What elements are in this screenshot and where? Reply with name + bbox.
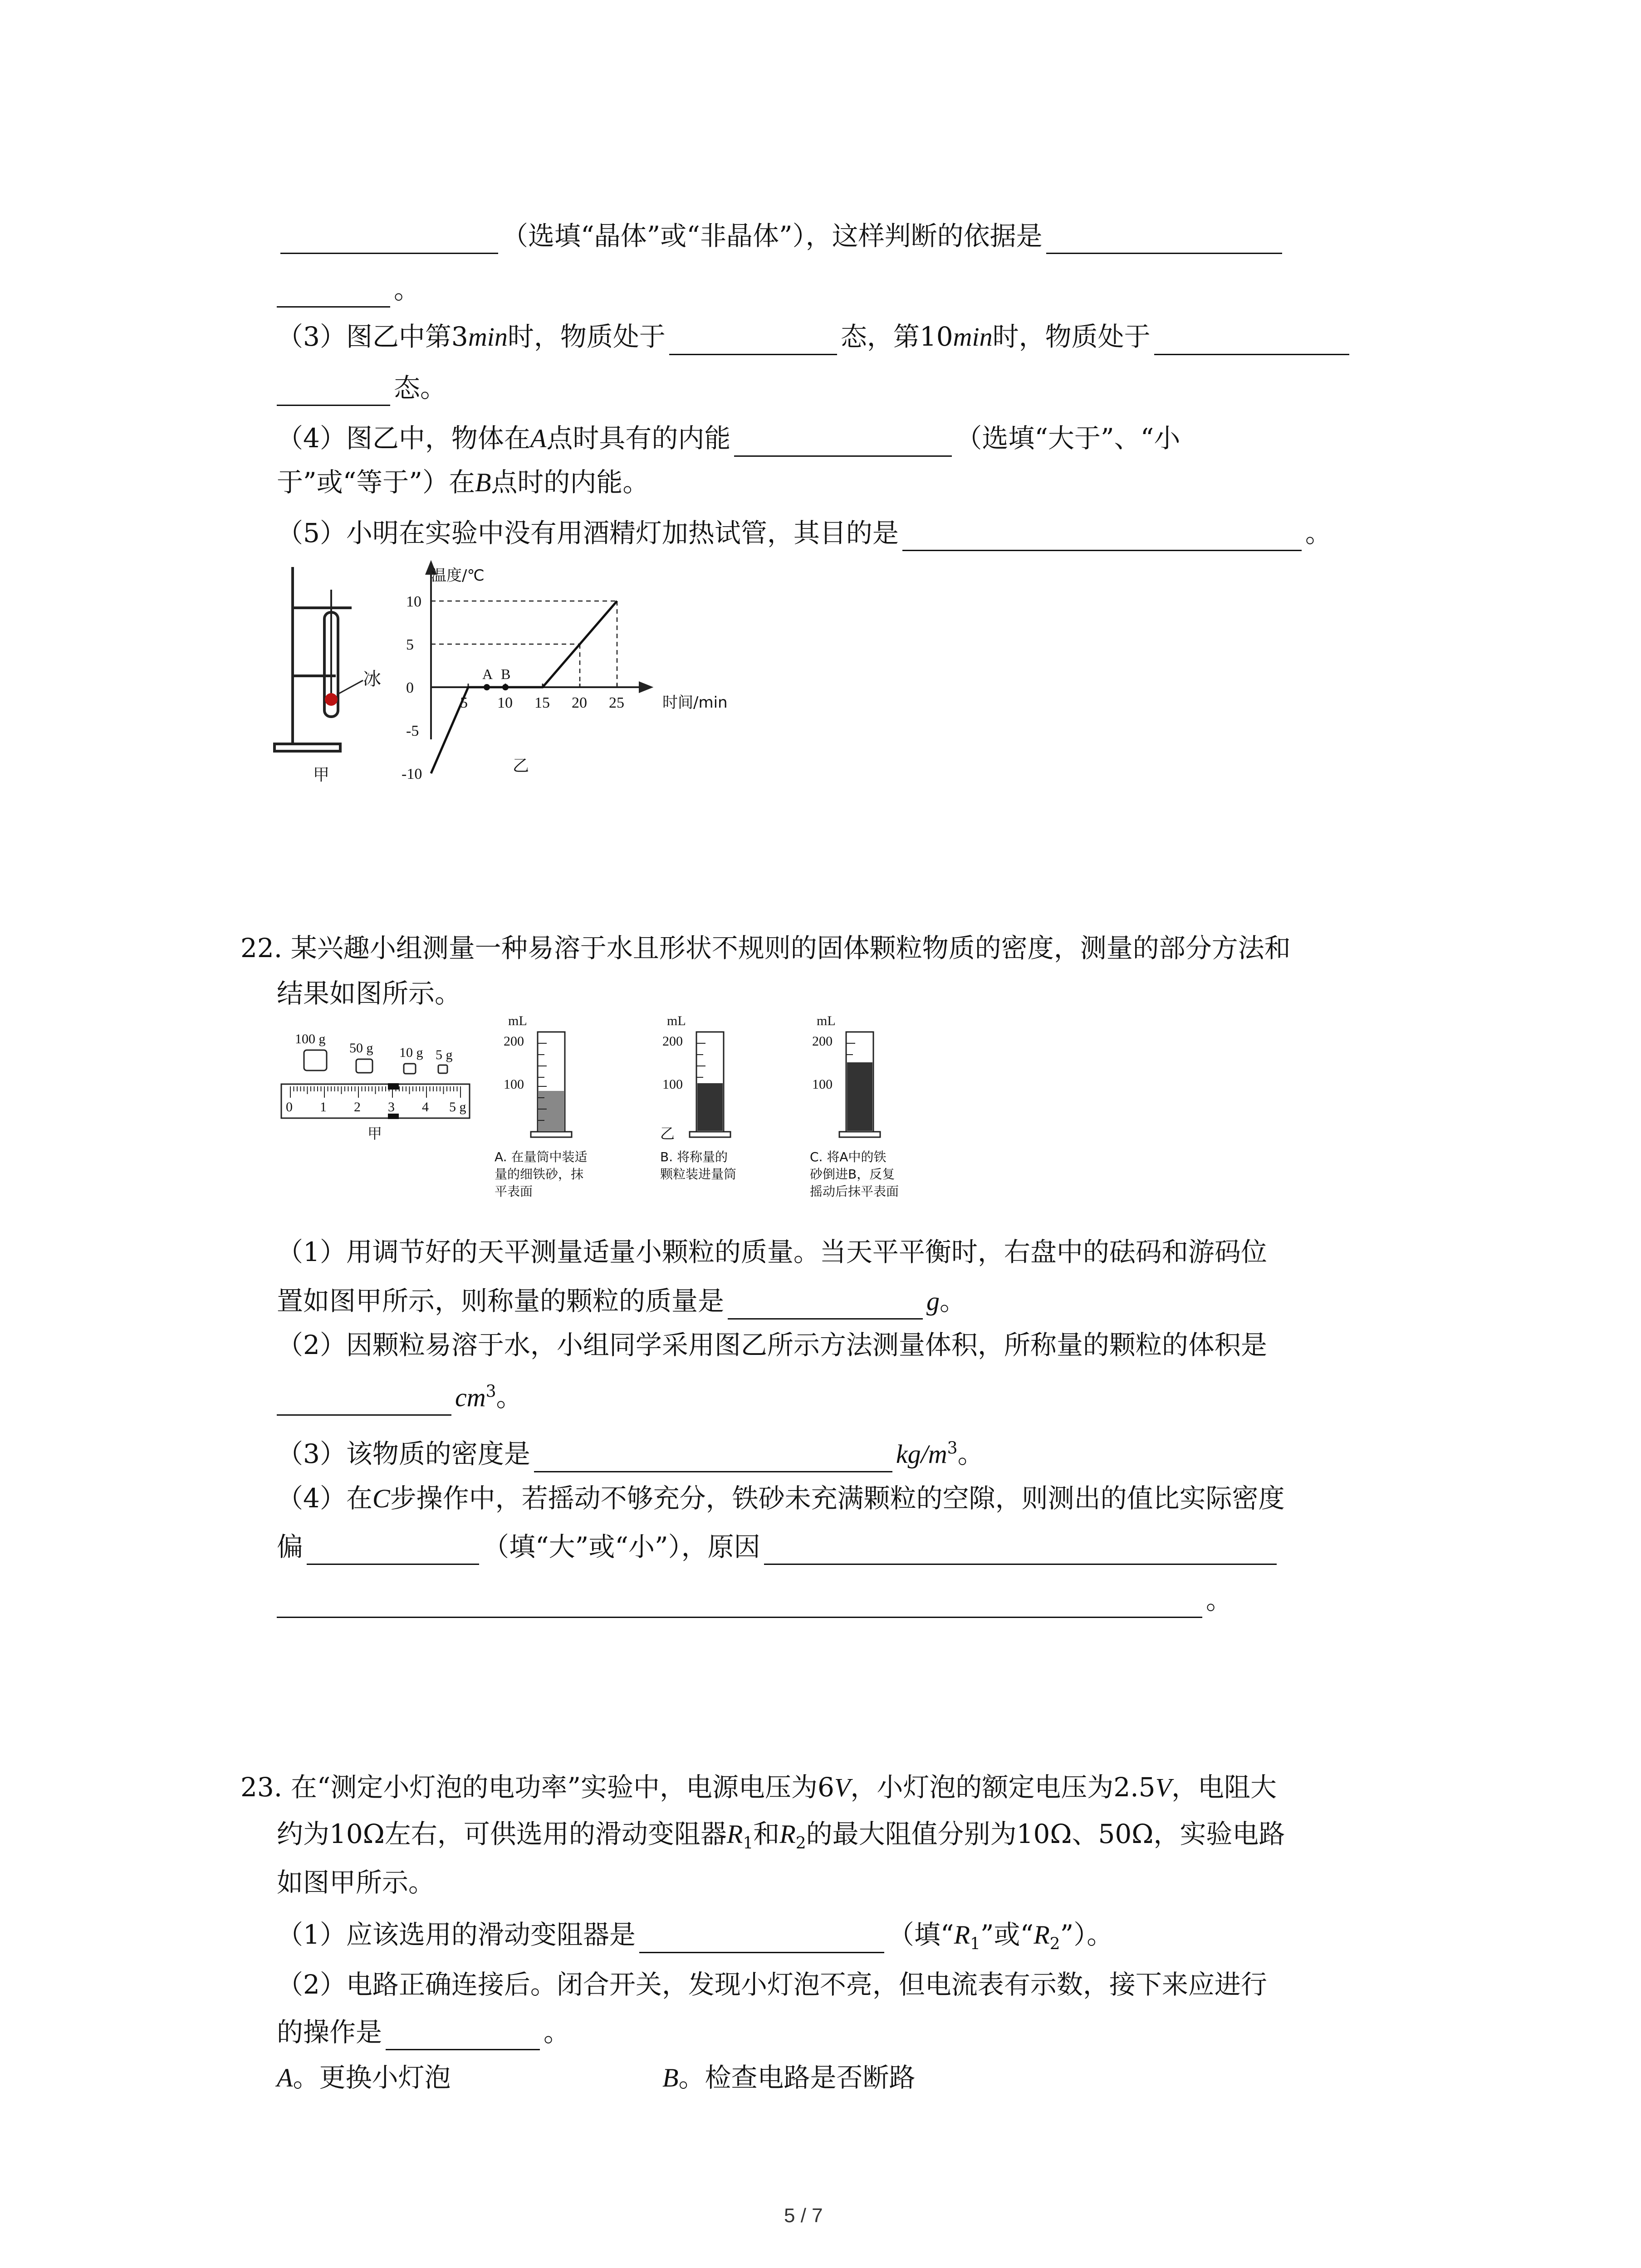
answer-blank[interactable] xyxy=(734,427,952,457)
scale-tick-4: 4 xyxy=(422,1100,429,1114)
ice-in-tube xyxy=(325,693,338,706)
iron-sand xyxy=(539,1091,564,1131)
q21-p3-line1: （3）图乙中第3min时，物质处于 态，第10min时，物质处于 xyxy=(277,318,1353,355)
x-axis-arrow xyxy=(640,683,651,692)
q21-p4-line2: 于”或“等于”）在B点时的内能。 xyxy=(277,467,649,498)
q23-stem-line1: 23. 在“测定小灯泡的电功率”实验中，电源电压为6V，小灯泡的额定电压为2.5V，电阻大 xyxy=(240,1772,1277,1803)
svg-text:200: 200 xyxy=(504,1034,524,1049)
q22-p4-line2: 偏 （填“大”或“小”），原因 xyxy=(277,1529,1280,1565)
q22-stem-line1: 22. 某兴趣小组测量一种易溶于水且形状不规则的固体颗粒物质的密度，测量的部分方法和 xyxy=(240,933,1291,963)
svg-text:100: 100 xyxy=(812,1077,833,1092)
q22-p1-line1: （1）用调节好的天平测量适量小颗粒的质量。当天平平衡时，右盘中的砝码和游码位 xyxy=(277,1237,1267,1267)
answer-blank[interactable] xyxy=(277,1386,451,1416)
q23-stem-line3: 如图甲所示。 xyxy=(277,1867,435,1898)
cap-c-3: 摇动后抹平表面 xyxy=(810,1184,899,1199)
cap-b-1: B. 将称量的 xyxy=(660,1149,728,1164)
apparatus-figure xyxy=(272,558,390,785)
answer-blank[interactable] xyxy=(639,1924,884,1953)
y-tick-label: -5 xyxy=(406,723,419,739)
scale-tick-3: 3 xyxy=(388,1100,395,1114)
balance-figure xyxy=(277,1025,476,1166)
cap-b-2: 颗粒装进量筒 xyxy=(660,1167,737,1182)
answer-blank[interactable] xyxy=(902,522,1302,551)
scale-tick-2: 2 xyxy=(354,1100,361,1114)
scale-tick-1: 1 xyxy=(320,1100,327,1114)
q22-p3: （3）该物质的密度是 $kg/m^3$。 xyxy=(277,1436,984,1472)
svg-text:200: 200 xyxy=(812,1034,833,1049)
q21-hint: （选填“晶体”或“非晶体”），这样判断的依据是 xyxy=(502,220,1043,251)
svg-text:100: 100 xyxy=(662,1077,683,1092)
point-label-B: B xyxy=(501,666,511,682)
y-tick-label: -10 xyxy=(402,766,422,782)
q23-option-a[interactable]: A。更换小灯泡 xyxy=(277,2062,451,2093)
weight-10g-label: 10 g xyxy=(399,1045,423,1060)
cylinder-c xyxy=(803,1012,948,1220)
q22-p4-line1: （4）在C步操作中，若摇动不够充分，铁砂未充满颗粒的空隙，则测出的值比实际密度 xyxy=(277,1483,1285,1514)
svg-text:mL: mL xyxy=(817,1013,836,1028)
answer-blank[interactable] xyxy=(728,1290,923,1320)
cylinder-b xyxy=(653,1012,798,1220)
q21-line1 xyxy=(277,218,1286,254)
q23-option-b[interactable]: B。检查电路是否断路 xyxy=(662,2062,916,2093)
q21-line2: 。 xyxy=(277,271,420,308)
q22-p1-line2: 置如图甲所示，则称量的颗粒的质量是 g。 xyxy=(277,1283,966,1320)
answer-blank[interactable] xyxy=(534,1443,892,1472)
fig-jia-caption-22: 甲 xyxy=(367,1125,382,1142)
rider xyxy=(388,1083,399,1090)
page-number: 5 / 7 xyxy=(784,2204,823,2227)
answer-blank[interactable] xyxy=(277,376,390,406)
cap-c-1: C. 将A中的铁 xyxy=(810,1149,887,1164)
weight-50g xyxy=(356,1059,372,1073)
fig-jia-caption: 甲 xyxy=(313,766,330,784)
y-tick-label: 0 xyxy=(406,679,414,696)
answer-blank[interactable] xyxy=(277,1589,1202,1618)
answer-blank[interactable] xyxy=(1154,326,1349,355)
q23-p1: （1）应该选用的滑动变阻器是 （填“$R_1$”或“$R_2$”）。 xyxy=(277,1919,1113,1954)
weight-10g xyxy=(404,1064,416,1074)
q21-p5: （5）小明在实验中没有用酒精灯加热试管，其目的是 。 xyxy=(277,515,1332,551)
svg-text:100: 100 xyxy=(504,1077,524,1092)
q23-p2-line2: 的操作是 。 xyxy=(277,2014,570,2050)
fig-yi-caption-22: 乙 xyxy=(660,1125,675,1142)
q21-p4-line1: （4）图乙中，物体在A点时具有的内能 （选填“大于”、“小 xyxy=(277,420,1180,457)
x-tick-label: 5 xyxy=(460,694,468,711)
x-tick-label: 15 xyxy=(534,694,550,711)
weight-5g-label: 5 g xyxy=(436,1047,453,1062)
weight-100g-label: 100 g xyxy=(295,1031,326,1046)
chart-ylabel: 温度/℃ xyxy=(431,567,485,585)
svg-text:mL: mL xyxy=(667,1013,686,1028)
answer-blank[interactable] xyxy=(764,1535,1277,1565)
answer-blank[interactable] xyxy=(1046,225,1282,254)
point-B xyxy=(502,684,509,690)
y-tick-label: 10 xyxy=(406,593,421,610)
temperature-time-chart xyxy=(381,558,789,794)
x-tick-label: 20 xyxy=(572,694,587,711)
point-label-A: A xyxy=(482,666,493,682)
answer-blank[interactable] xyxy=(280,225,498,254)
answer-blank[interactable] xyxy=(669,326,837,355)
x-tick-label: 10 xyxy=(497,694,513,711)
q22-p2-line1: （2）因颗粒易溶于水，小组同学采用图乙所示方法测量体积，所称量的颗粒的体积是 xyxy=(277,1330,1267,1360)
q22-p4-line3: 。 xyxy=(277,1582,1232,1618)
granules xyxy=(697,1083,723,1131)
q22-p2-line2: $cm^3$。 xyxy=(277,1379,523,1416)
scale-tick-5: 5 g xyxy=(449,1100,466,1114)
answer-blank[interactable] xyxy=(277,278,390,308)
mixed-sand-granules xyxy=(847,1062,872,1131)
cap-c-2: 砂倒进B，反复 xyxy=(810,1167,895,1182)
q23-stem-line2: 约为10Ω左右，可供选用的滑动变阻器$R_1$和$R_2$的最大阻值分别为10Ω、50Ω，实验电路 xyxy=(277,1818,1285,1853)
x-tick-label: 25 xyxy=(609,694,624,711)
svg-text:mL: mL xyxy=(508,1013,527,1028)
chart-xlabel: 时间/min xyxy=(662,694,728,712)
ice-label: 冰 xyxy=(363,669,381,689)
weight-5g xyxy=(438,1065,447,1073)
q22-stem-line2: 结果如图所示。 xyxy=(277,978,461,1009)
y-tick-label: 5 xyxy=(406,636,414,653)
cap-a-2: 量的细铁砂，抹 xyxy=(495,1167,584,1182)
q23-p2-line1: （2）电路正确连接后。闭合开关，发现小灯泡不亮，但电流表有示数，接下来应进行 xyxy=(277,1969,1267,2000)
answer-blank[interactable] xyxy=(307,1535,479,1565)
cylinder-a xyxy=(485,1012,649,1220)
weight-50g-label: 50 g xyxy=(349,1041,373,1056)
point-A xyxy=(484,684,490,690)
answer-blank[interactable] xyxy=(386,2021,540,2050)
q21-p3-line2: 态。 xyxy=(277,370,446,406)
cap-a-3: 平表面 xyxy=(495,1184,533,1199)
scale-tick-0: 0 xyxy=(286,1100,293,1114)
weight-100g xyxy=(304,1050,327,1070)
svg-text:200: 200 xyxy=(662,1034,683,1049)
cap-a-1: A. 在量筒中装适 xyxy=(495,1149,588,1164)
fig-yi-caption: 乙 xyxy=(513,757,529,775)
